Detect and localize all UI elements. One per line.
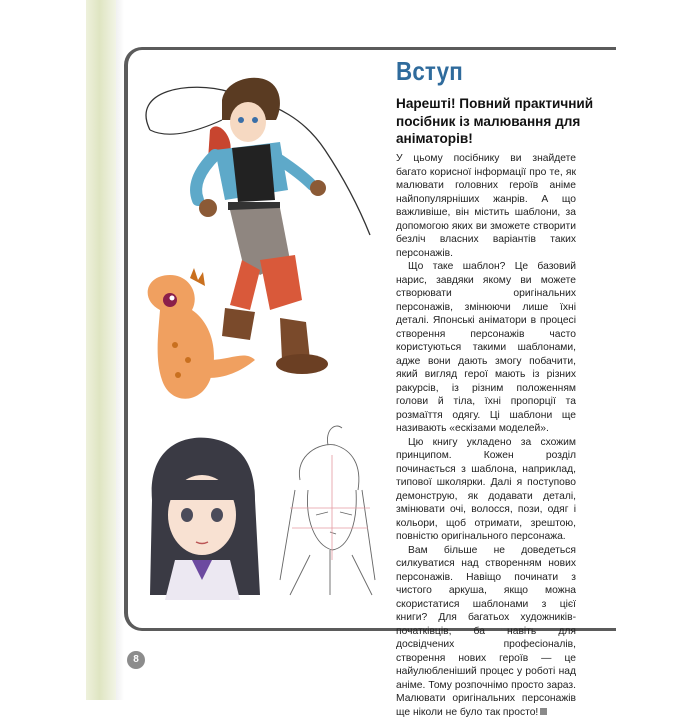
dino-body [148,275,214,399]
end-mark-icon [540,708,547,715]
dino-eye [163,293,177,307]
spine-shadow [116,0,124,700]
boy-glove-right [310,180,326,196]
anime-illustration [130,60,392,604]
dino-tail [208,356,255,378]
boy-boot-right [280,318,310,360]
page-number: 8 [127,651,145,669]
page-title: Вступ [396,56,463,87]
paragraph-last [396,544,576,719]
book-spine [86,0,116,700]
paragraph: У цьому посібнику ви знайдете багато корисної інформації про те, як малювати головних героїв аніме найпопулярніших жанрів. А що важливіше, він містить шаблони, за допомогою яких ви зможете створити безліч власних варіантів таких персонажів. [396,152,576,260]
body-text [396,152,576,719]
boy-glove-left [199,199,217,217]
paragraph: Що таке шаблон? Це базовий нарис, завдяки якому ви можете створювати оригінальних персонажів, змінюючи лише їхні деталі. Японські аніматори в процесі створення персонажів часто користуються такими шаблонами, адже вони дають змогу побачити, який вигляд герої мають із різних ракурсів, із різним положенням голови й тіла, їхні пропорції та розмаїття одягу. Ці шаблони ще називають «ескізами моделей». [396,260,576,436]
boy-shirt [232,144,275,202]
boy-boot-left [222,308,255,340]
paragraph: Цю книгу укладено за схожим принципом. Кожен розділ починається з шаблона, наприклад, типової школярки. Далі я поступово демонструю, як додавати деталі, змінювати очі, волосся, пози, одяг і кольори, щоб отримати, зрештою, повністю оригінального персонажа. [396,436,576,544]
sketch-figure [280,426,375,595]
paragraph-text: Вам більше не доведеться силкуватися над створенням нових персонажів. Навіщо починати з чистого аркуша, якщо можна скористатися шаблонами з цієї книги? Для багатьох художників-початківців, ба навіть для досвідчених професіоналів, створення нових героїв — це найулюбленіший процес у роботі над аніме. Тому розпочнімо просто зараз. Малювати оригінальних персонажів ще ніколи не було так просто! [396,545,576,718]
page-subtitle: Нарешті! Повний практичний посібник із малювання для аніматорів! [396,95,610,148]
boy-pants-red [260,255,302,310]
boy-face [230,102,266,142]
